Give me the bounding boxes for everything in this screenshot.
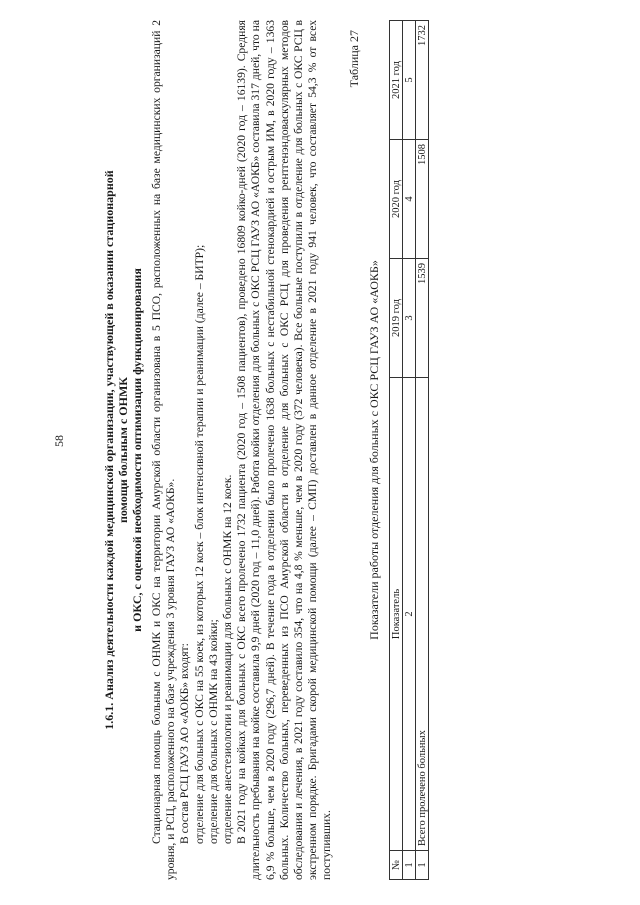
- table-cell: 4: [403, 140, 416, 259]
- table-title: Показатели работы отделения для больных с ОКС РСЦ ГАУЗ АО «АОКБ»: [366, 260, 381, 640]
- table-header-cell: Показатель: [390, 378, 403, 851]
- indicators-table: [389, 20, 429, 880]
- heading-line: 1.6.1. Анализ деятельности каждой медицинской организации, участвующей в оказании стационарной: [102, 170, 116, 730]
- table-cell: 1732: [416, 21, 429, 140]
- table-cell: 2: [403, 378, 416, 851]
- table-cell: 3: [403, 259, 416, 378]
- section-heading: [102, 20, 144, 880]
- heading-line: и ОКС, с оценкой необходимости оптимизации функционирования: [130, 268, 144, 632]
- table-cell: 1508: [416, 140, 429, 259]
- table-header-row: [390, 21, 403, 880]
- table-header-cell: №: [390, 851, 403, 880]
- table-cell: 5: [403, 21, 416, 140]
- paragraph: отделение для больных с ОКС на 55 коек, из которых 12 коек – блок интенсивной терапии и реанимации (далее – БИТР);: [192, 244, 206, 844]
- table-numbering-row: [403, 21, 416, 880]
- table-caption: Таблица 27: [346, 30, 361, 88]
- table-cell: 1539: [416, 259, 429, 378]
- table-header-cell: 2020 год: [390, 140, 403, 259]
- table-header-cell: 2021 год: [390, 21, 403, 140]
- table-cell: Всего пролечено больных: [416, 378, 429, 851]
- paragraph: В состав РСЦ ГАУЗ АО «АОКБ» входят:: [178, 643, 192, 844]
- paragraph: В 2021 году на койках для больных с ОКС всего пролечено 1732 пациента (2020 год – 1508 пациентов), проведено 16809 койко-дней (2020 год – 16139). Средняя длительность пребывания на койке составила 9,9 дней (2020 год – 11,0 дней). Работа койки отделения для больных с ОКС РСЦ ГАУЗ АО «АОКБ» составила 317 дней, что на 6,9 % больше, чем в 2020 году (296,7 дней). В течение года в отделении было пролечено 1638 больных с нестабильной стенокардией и острым ИМ, в 2020 году – 1363 больных. Количество больных, переведенных из ПСО Амурской области в отделение для больных с ОКС РСЦ для проведения рентгенэндоваскулярных методов обследования и лечения, в 2021 году составило 354, что на 4,8 % меньше, чем в 2020 году (372 человека). Все больные поступили в отделение для больных с ОКС РСЦ в экстренном порядке. Бригадами скорой медицинской помощи (далее – СМП) доставлен в данное отделение в 2021 году 941 человек, что составляет 54,3 % от всех поступивших.: [235, 20, 334, 880]
- table-row: [416, 21, 429, 880]
- heading-line: помощи больным с ОНМК: [116, 377, 130, 523]
- rotated-page-content: [102, 20, 622, 880]
- table-header-cell: 2019 год: [390, 259, 403, 378]
- page-number: 58: [52, 435, 66, 447]
- paragraph: Стационарная помощь больным с ОНМК и ОКС на территории Амурской области организована в 5 ПСО, расположенных на базе медицинских организаций 2 уровня, и РСЦ, расположенного на базе учреждения 3 уровня ГАУЗ АО «АОКБ».: [150, 20, 178, 880]
- table-cell: 1: [416, 851, 429, 880]
- table-cell: 1: [403, 851, 416, 880]
- paragraph: отделение анестезиологии и реанимации для больных с ОНМК на 12 коек.: [221, 474, 235, 844]
- paragraph: отделение для больных с ОНМК на 43 койки;: [206, 619, 220, 844]
